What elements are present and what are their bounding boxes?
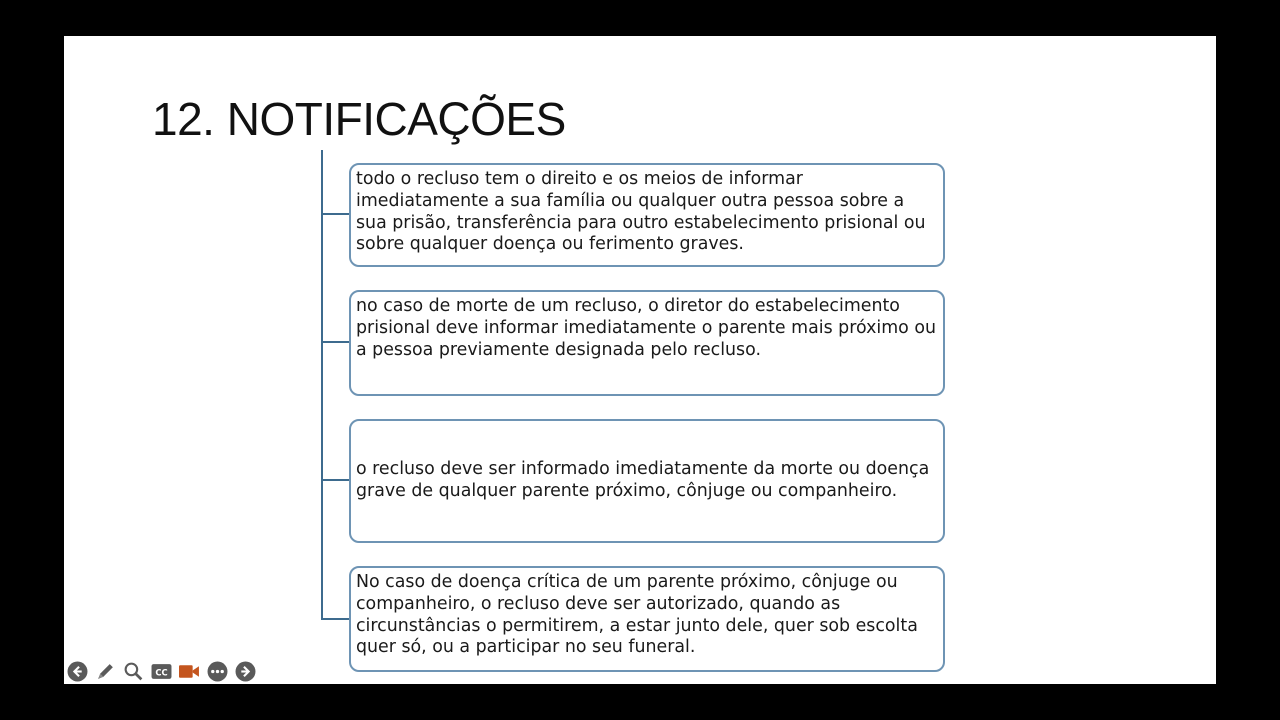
arrow-right-icon[interactable]: [234, 660, 256, 682]
zoom-watermark: zoom: [1094, 644, 1195, 688]
connector-branch-4: [321, 618, 349, 620]
arrow-left-icon[interactable]: [66, 660, 88, 682]
pen-icon[interactable]: [94, 660, 116, 682]
slide-title: 12. NOTIFICAÇÕES: [152, 93, 566, 145]
connector-branch-1: [321, 213, 349, 215]
notification-box-3-text: o recluso deve ser informado imediatamente da morte ou doença grave de qualquer parente próximo, cônjuge ou companheiro.: [356, 459, 930, 501]
presentation-toolbar: [66, 660, 256, 682]
connector-branch-2: [321, 341, 349, 343]
magnifier-icon[interactable]: [122, 660, 144, 682]
notification-box-1: todo o recluso tem o direito e os meios de informar imediatamente a sua família ou qualquer outra pessoa sobre a sua prisão, transferência para outro estabelecimento prisional ou sobre qualquer doença ou ferimento graves.: [349, 163, 945, 267]
connector-vertical-line: [321, 150, 323, 619]
notification-box-4: No caso de doença crítica de um parente próximo, cônjuge ou companheiro, o recluso deve ser autorizado, quando as circunstâncias o permitirem, a estar junto dele, quer sob escolta quer só, ou a participar no seu funeral.: [349, 566, 945, 672]
camera-icon[interactable]: [178, 660, 200, 682]
notification-box-2: no caso de morte de um recluso, o diretor do estabelecimento prisional deve informar imediatamente o parente mais próximo ou a pessoa previamente designada pelo recluso.: [349, 290, 945, 396]
connector-branch-3: [321, 479, 349, 481]
presentation-slide: [64, 36, 1216, 684]
notification-box-3: [349, 419, 945, 543]
cc-icon[interactable]: [150, 660, 172, 682]
more-icon[interactable]: [206, 660, 228, 682]
cc-icon-label: CC: [154, 667, 168, 678]
